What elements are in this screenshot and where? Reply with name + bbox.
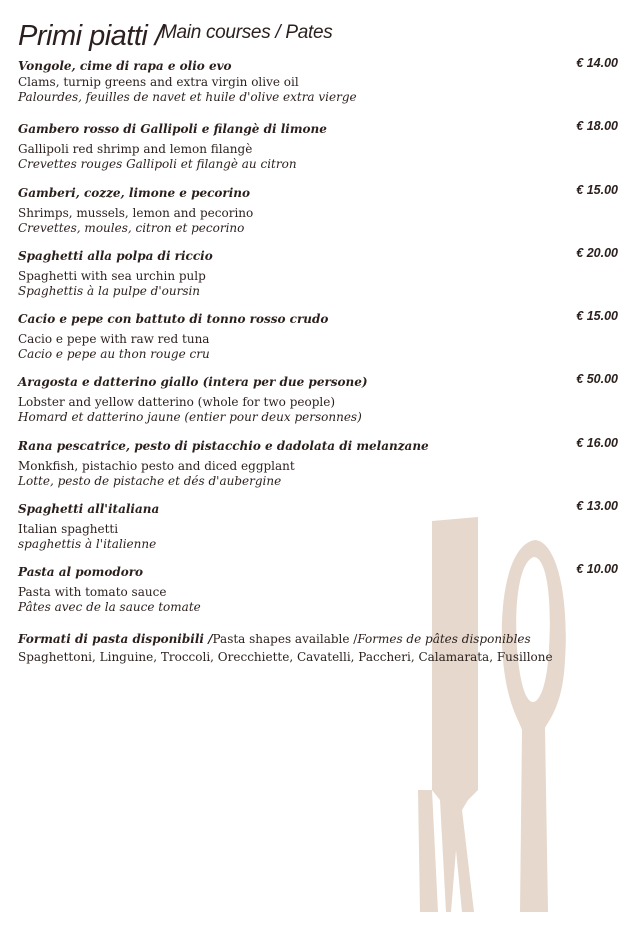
dish-description-fr: Homard et datterino jaune (entier pour deux personnes) xyxy=(18,410,362,425)
dish-name: Pasta al pomodoro xyxy=(18,565,144,580)
formats-label-it: Formati di pasta disponibili / xyxy=(18,631,213,646)
formats-label-fr: Formes de pâtes disponibles xyxy=(357,631,531,646)
dish-price: € 10.00 xyxy=(576,562,618,577)
dish-description-fr: Lotte, pesto de pistache et dés d'aubergine xyxy=(18,473,282,488)
menu-item-rana-pescatrice xyxy=(18,436,622,499)
dish-description-en: Pasta with tomato sauce xyxy=(18,585,167,600)
pasta-formats-list: Spaghettoni, Linguine, Troccoli, Orecchiette, Cavatelli, Paccheri, Calamarata, Fusillone xyxy=(18,649,553,664)
menu-item-pasta-pomodoro xyxy=(18,562,622,625)
dish-name: Gambero rosso di Gallipoli e filangè di limone xyxy=(18,122,327,137)
dish-name: Gamberi, cozze, limone e pecorino xyxy=(18,185,251,200)
menu-item-gamberi-cozze xyxy=(18,183,622,246)
menu-item-spaghetti-riccio xyxy=(18,246,622,309)
dish-name: Cacio e pepe con battuto di tonno rosso crudo xyxy=(18,312,329,327)
dish-price: € 18.00 xyxy=(576,119,618,134)
dish-price: € 50.00 xyxy=(576,372,618,387)
dish-name: Spaghetti all'italiana xyxy=(18,502,160,517)
dish-price: € 13.00 xyxy=(576,499,618,514)
menu-item-spaghetti-italiana xyxy=(18,499,622,562)
menu-header xyxy=(18,0,622,56)
dish-name: Spaghetti alla polpa di riccio xyxy=(18,248,213,263)
dish-price: € 20.00 xyxy=(576,245,618,260)
dish-description-fr: Pâtes avec de la sauce tomate xyxy=(18,600,201,615)
dish-name: Rana pescatrice, pesto di pistacchio e dadolata di melanzane xyxy=(18,438,429,453)
dish-name: Vongole, cime di rapa e olio evo xyxy=(18,59,232,73)
dish-description-fr: spaghettis à l'italienne xyxy=(18,537,157,552)
menu-item-gambero-rosso xyxy=(18,119,622,182)
dish-description-en: Clams, turnip greens and extra virgin olive oil xyxy=(18,75,299,89)
page-title: Primi piatti / xyxy=(18,20,163,52)
formats-label-en: Pasta shapes available / xyxy=(212,631,358,646)
pasta-formats-heading xyxy=(18,630,622,648)
dish-price: € 16.00 xyxy=(576,435,618,450)
page-subtitle: Main courses / Pates xyxy=(161,22,333,43)
dish-description-fr: Palourdes, feuilles de navet et huile d'olive extra vierge xyxy=(18,90,357,104)
dish-price: € 15.00 xyxy=(576,182,618,197)
dish-description-en: Spaghetti with sea urchin pulp xyxy=(18,268,206,283)
dish-description-fr: Crevettes, moules, citron et pecorino xyxy=(18,220,245,235)
dish-description-fr: Cacio e pepe au thon rouge cru xyxy=(18,347,210,362)
pasta-formats xyxy=(18,630,622,666)
dish-description-en: Italian spaghetti xyxy=(18,522,119,537)
dish-description-en: Monkfish, pistachio pesto and diced eggplant xyxy=(18,458,295,473)
dish-description-en: Lobster and yellow datterino (whole for two people) xyxy=(18,395,335,410)
dish-description-en: Gallipoli red shrimp and lemon filangè xyxy=(18,142,253,157)
dish-description-fr: Crevettes rouges Gallipoli et filangè au citron xyxy=(18,157,297,172)
menu-item-cacio-e-pepe xyxy=(18,309,622,372)
menu-item-aragosta xyxy=(18,372,622,435)
dish-description-fr: Spaghettis à la pulpe d'oursin xyxy=(18,283,201,298)
dish-price: € 14.00 xyxy=(576,56,618,70)
dish-description-en: Shrimps, mussels, lemon and pecorino xyxy=(18,205,254,220)
menu-item-vongole xyxy=(18,56,622,119)
dish-description-en: Cacio e pepe with raw red tuna xyxy=(18,332,210,347)
menu-content xyxy=(18,0,622,666)
dish-name: Aragosta e datterino giallo (intera per due persone) xyxy=(18,375,368,390)
dish-price: € 15.00 xyxy=(576,309,618,324)
